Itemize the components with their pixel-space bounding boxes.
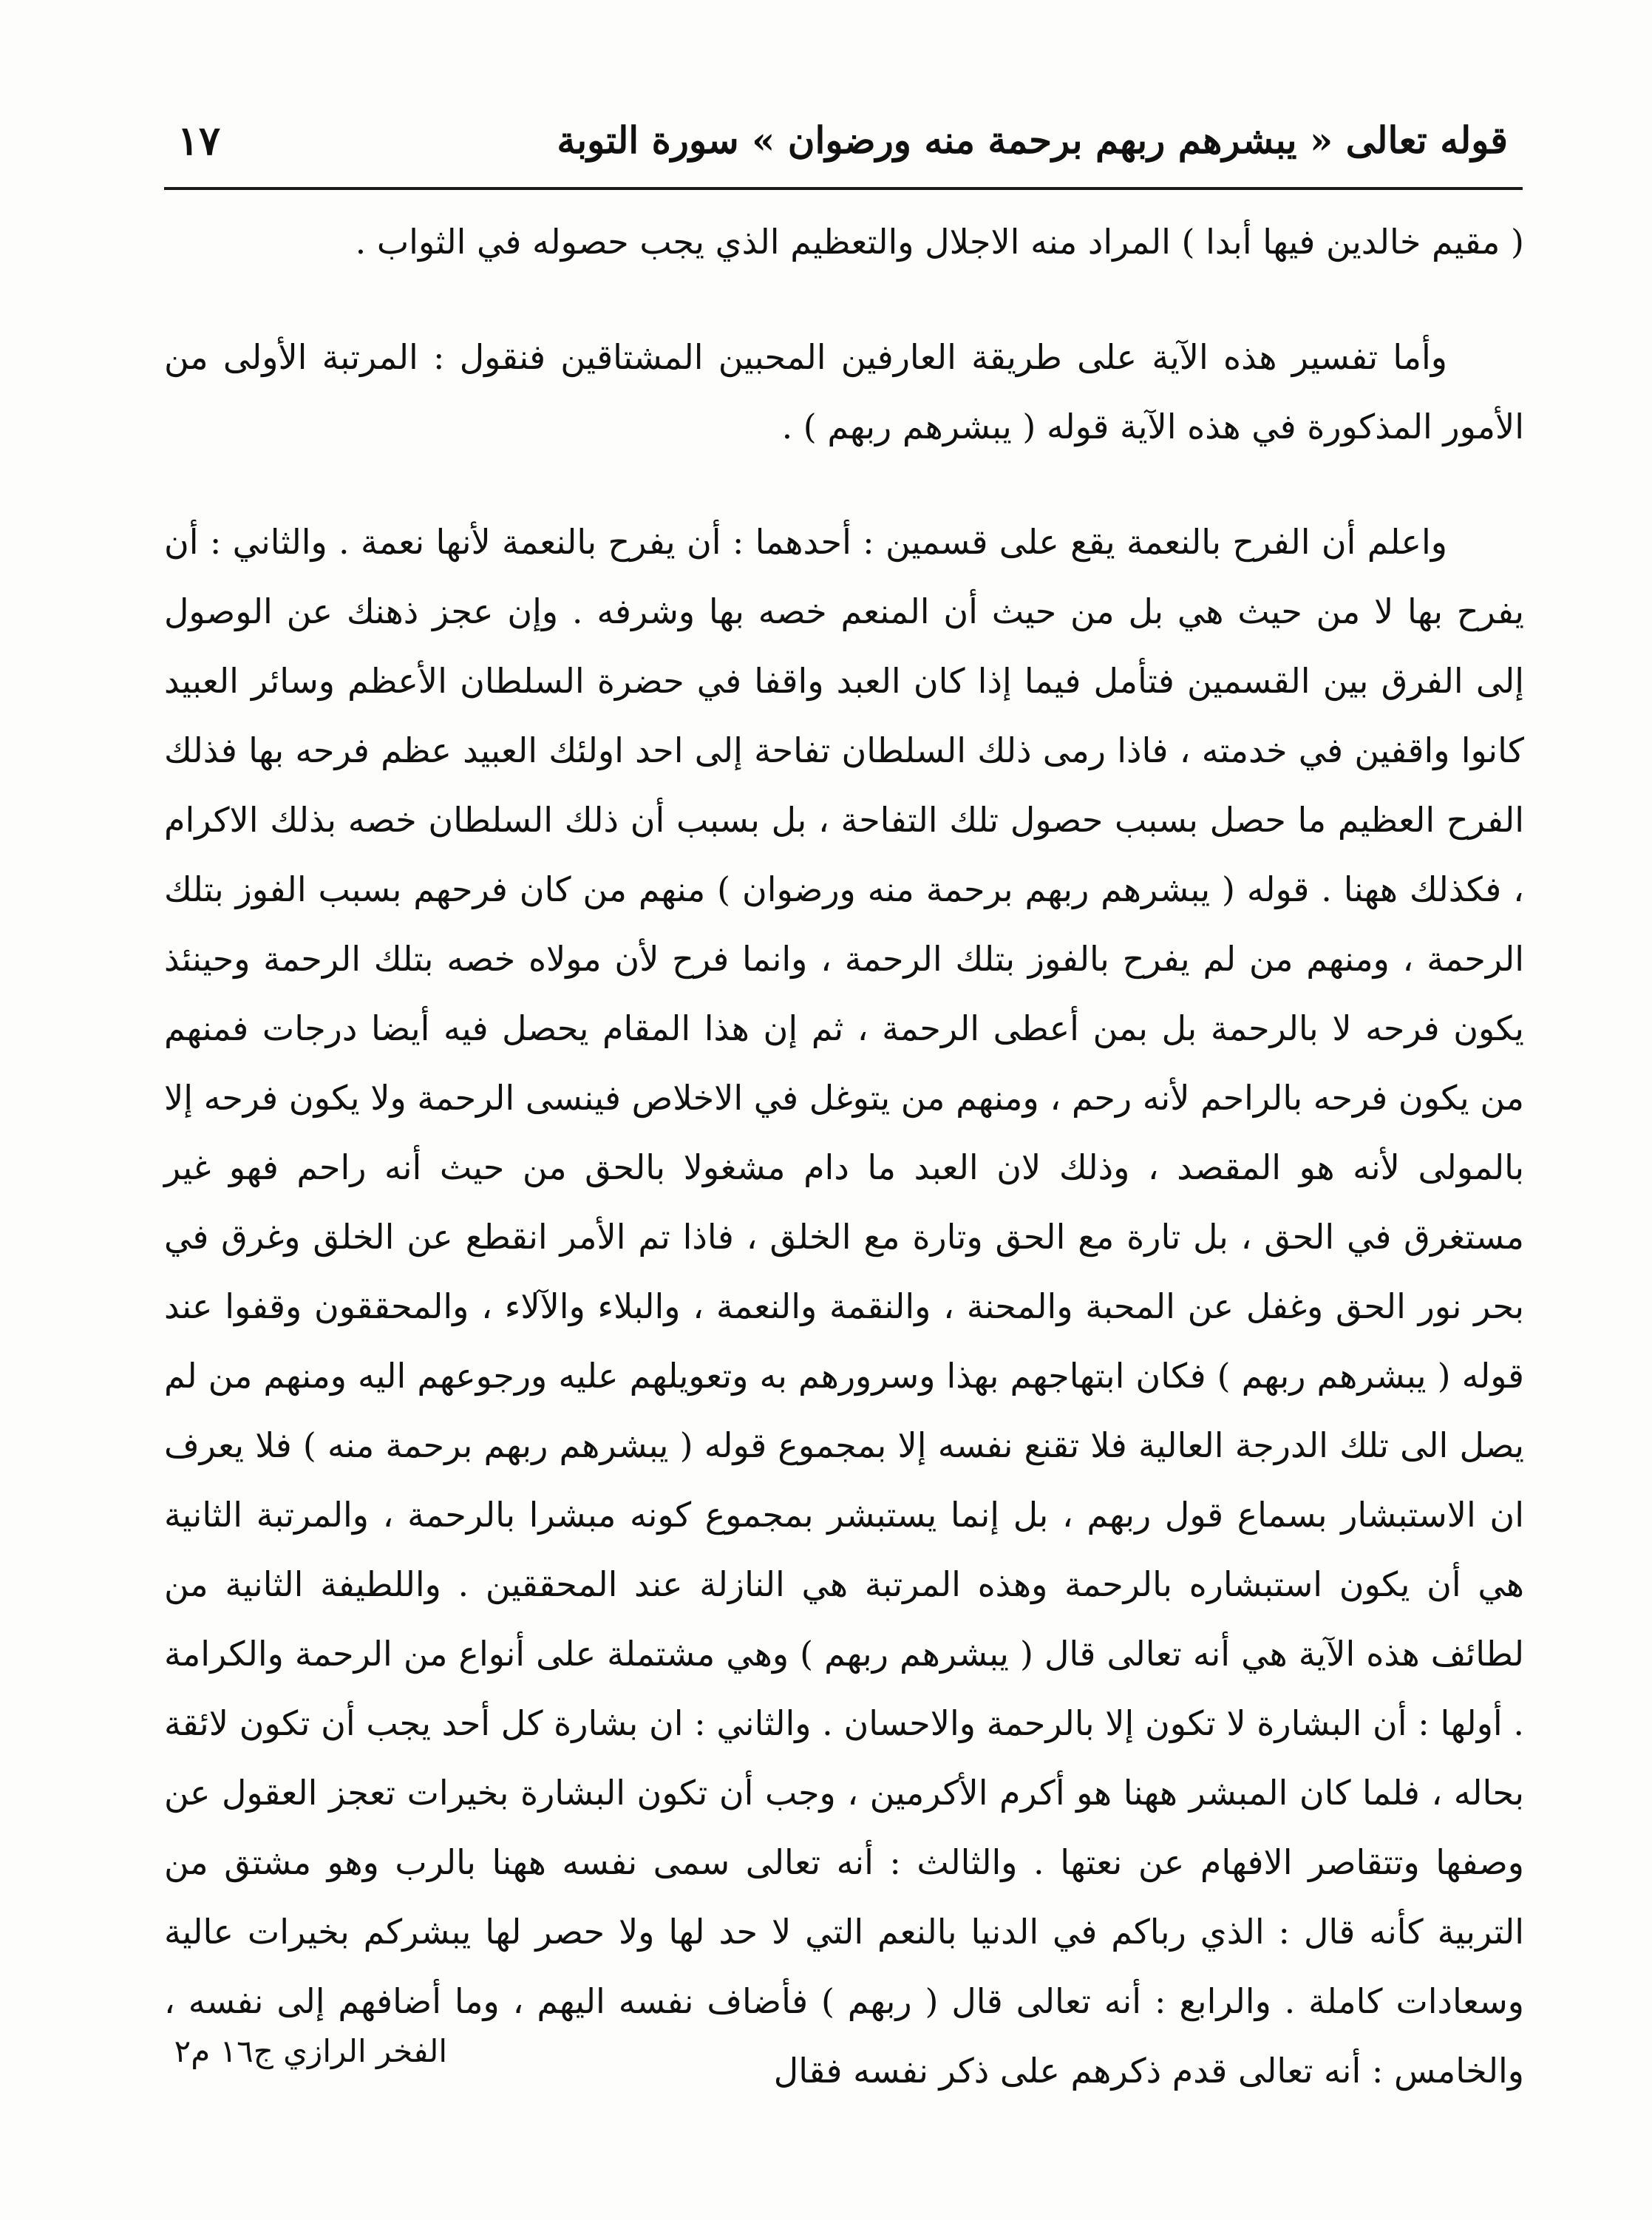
- paragraph-1: ( مقيم خالدين فيها أبدا ) المراد منه الاجلال والتعظيم الذي يجب حصوله في الثواب .: [355, 222, 1524, 262]
- header-rule: [164, 187, 1523, 190]
- paragraph-2: وأما تفسير هذه الآية على طريقة العارفين المحبين المشتاقين فنقول : المرتبة الأولى من الأمور المذكورة في هذه الآية قوله ( يبشرهم ربهم ) .: [164, 337, 1524, 447]
- body-text: [164, 207, 1524, 2105]
- paragraph-3: واعلم أن الفرح بالنعمة يقع على قسمين : أحدهما : أن يفرح بالنعمة لأنها نعمة . والثاني : أن يفرح بها لا من حيث هي بل من حيث أن المنعم خصه بها وشرفه . وإن عجز ذهنك عن الوصول إلى الفرق بين القسمين فتأمل فيما إذا كان العبد واقفا في حضرة السلطان الأعظم وسائر العبيد كانوا واقفين في خدمته ، فاذا رمى ذلك السلطان تفاحة إلى احد اولئك العبيد عظم فرحه بها فذلك الفرح العظيم ما حصل بسبب حصول تلك التفاحة ، بل بسبب أن ذلك السلطان خصه بذلك الاكرام ، فكذلك ههنا . قوله ( يبشرهم ربهم برحمة منه ورضوان ) منهم من كان فرحهم بسبب الفوز بتلك الرحمة ، ومنهم من لم يفرح بالفوز بتلك الرحمة ، وانما فرح لأن مولاه خصه بتلك الرحمة وحينئذ يكون فرحه لا بالرحمة بل بمن أعطى الرحمة ، ثم إن هذا المقام يحصل فيه أيضا درجات فمنهم من يكون فرحه بالراحم لأنه رحم ، ومنهم من يتوغل في الاخلاص فينسى الرحمة ولا يكون فرحه إلا بالمولى لأنه هو المقصد ، وذلك لان العبد ما دام مشغولا بالحق من حيث أنه راحم فهو غير مستغرق في الحق ، بل تارة مع الحق وتارة مع الخلق ، فاذا تم الأمر انقطع عن الخلق وغرق في بحر نور الحق وغفل عن المحبة والمحنة ، والنقمة والنعمة ، والبلاء والآلاء ، والمحققون وقفوا عند قوله ( يبشرهم ربهم ) فكان ابتهاجهم بهذا وسرورهم به وتعويلهم عليه ورجوعهم اليه ومنهم من لم يصل الى تلك الدرجة العالية فلا تقنع نفسه إلا بمجموع قوله ( يبشرهم ربهم برحمة منه ) فلا يعرف ان الاستبشار بسماع قول ربهم ، بل إنما يستبشر بمجموع كونه مبشرا بالرحمة ، والمرتبة الثانية هي أن يكون استبشاره بالرحمة وهذه المرتبة هي النازلة عند المحققين . واللطيفة الثانية من لطائف هذه الآية هي أنه تعالى قال ( يبشرهم ربهم ) وهي مشتملة على أنواع من الرحمة والكرامة . أولها : أن البشارة لا تكون إلا بالرحمة والاحسان . والثاني : ان بشارة كل أحد يجب أن تكون لائقة بحاله ، فلما كان المبشر ههنا هو أكرم الأكرمين ، وجب أن تكون البشارة بخيرات تعجز العقول عن وصفها وتتقاصر الافهام عن نعتها . والثالث : أنه تعالى سمى نفسه ههنا بالرب وهو مشتق من التربية كأنه قال : الذي رباكم في الدنيا بالنعم التي لا حد لها ولا حصر لها يبشركم بخيرات عالية وسعادات كاملة . والرابع : أنه تعالى قال ( ربهم ) فأضاف نفسه اليهم ، وما أضافهم إلى نفسه ، والخامس : أنه تعالى قدم ذكرهم على ذكر نفسه فقال: [164, 522, 1524, 2091]
- header-title: قوله تعالى « يبشرهم ربهم برحمة منه ورضوان » سورة التوبة: [557, 118, 1508, 162]
- running-header: [163, 111, 1508, 177]
- footer-signature: الفخر الرازي ج١٦ م٢: [174, 2033, 447, 2069]
- page-number: ١٧: [177, 117, 221, 164]
